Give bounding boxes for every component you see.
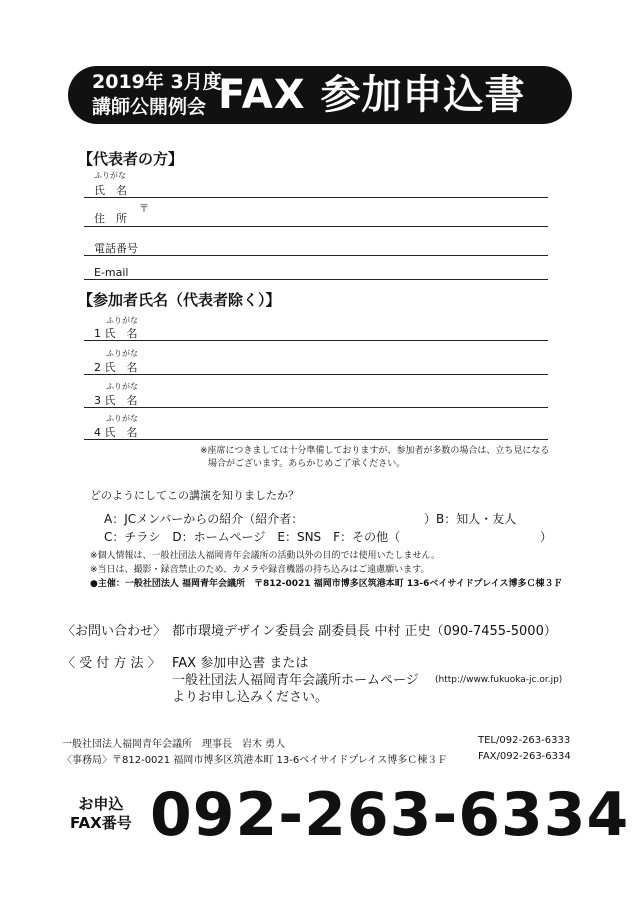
rep-phone-label: 電話番号 [94, 242, 138, 255]
rep-phone-field[interactable] [84, 255, 548, 256]
fax-label [70, 795, 132, 833]
footer-org: 一般社団法人福岡青年会議所 理事長 岩木 勇人 [62, 739, 286, 750]
fax-label-line1: お申込 [78, 795, 124, 813]
recording-notice: ※当日は、撮影・録音禁止のため、カメラや録音機器の持ち込みはご遠慮願います。 [90, 565, 430, 575]
footer-tel: TEL/092-263-6333 [478, 735, 571, 746]
inquiry-label: 〈お問い合わせ〉 [62, 624, 167, 639]
rep-furigana-label: ふりがな [94, 171, 126, 180]
fax-label-line2: FAX番号 [70, 814, 132, 832]
participant-2-field[interactable] [84, 374, 548, 375]
header-year: 2019年 3月度 [92, 71, 222, 93]
page-title: FAX 参加申込書 [218, 72, 526, 118]
participant-furigana: ふりがな [106, 414, 138, 423]
rep-name-label: 氏 名 [94, 184, 127, 197]
reception-line3: よりお申し込みください。 [172, 690, 329, 705]
seating-note-line2: 場合がございます。あらかじめご了承ください。 [208, 459, 406, 469]
inquiry-value: 都市環境デザイン委員会 副委員長 中村 正史（090-7455-5000） [172, 624, 557, 639]
header-banner [68, 66, 572, 124]
reception-url[interactable]: (http://www.fukuoka-jc.or.jp) [435, 675, 563, 685]
participant-furigana: ふりがな [106, 349, 138, 358]
reception-line1: FAX 参加申込書 または [172, 656, 309, 671]
participants-section-title: 【参加者氏名（代表者除く）】 [78, 291, 281, 309]
seating-note-line1: ※座席につきましては十分準備しておりますが、参加者が多数の場合は、立ち見になる [200, 446, 550, 456]
participant-4-field[interactable] [84, 439, 548, 440]
privacy-notice: ※個人情報は、一般社団法人福岡青年会議所の活動以外の目的では使用いたしません。 [90, 551, 441, 561]
footer-office: 〈事務局〉〒812-0021 福岡市博多区筑港本町 13-6ベイサイドプレイス博多Ｃ棟３Ｆ [62, 755, 448, 766]
fax-number: 092-263-6334 [150, 780, 630, 850]
representative-section-title: 【代表者の方】 [78, 150, 184, 168]
rep-name-field[interactable] [84, 197, 548, 198]
organizer-notice: ●主催：一般社団法人 福岡青年会議所 〒812-0021 福岡市博多区筑港本町 13-6ベイサイドプレイス博多Ｃ棟３Ｆ [90, 579, 563, 589]
participant-3-field[interactable] [84, 407, 548, 408]
participant-furigana: ふりがな [106, 382, 138, 391]
rep-address-field[interactable] [84, 226, 548, 227]
postal-mark: 〒 [139, 204, 149, 215]
survey-options-cdef[interactable]: C：チラシ D：ホームページ E：SNS F：その他（ [104, 530, 401, 544]
participant-1-field[interactable] [84, 340, 548, 341]
survey-option-b[interactable]: ）B：知人・友人 [424, 512, 517, 526]
participant-label: 2 氏 名 [94, 361, 138, 374]
rep-email-field[interactable] [84, 279, 548, 280]
rep-email-label: E-mail [94, 266, 129, 279]
header-subtitle: 講師公開例会 [92, 96, 207, 118]
survey-close-paren: ） [540, 530, 553, 544]
survey-question: どのようにしてこの講演を知りましたか？ [90, 489, 299, 502]
rep-address-label: 住 所 [94, 212, 127, 225]
participant-label: 4 氏 名 [94, 426, 138, 439]
reception-label: 〈 受 付 方 法 〉 [62, 656, 161, 671]
participant-furigana: ふりがな [106, 316, 138, 325]
footer-fax: FAX/092-263-6334 [478, 751, 571, 762]
reception-line2: 一般社団法人福岡青年会議所ホームページ [172, 673, 419, 688]
participant-label: 1 氏 名 [94, 327, 138, 340]
participant-label: 3 氏 名 [94, 394, 138, 407]
survey-option-a[interactable]: A：JCメンバーからの紹介（紹介者： [104, 512, 304, 526]
